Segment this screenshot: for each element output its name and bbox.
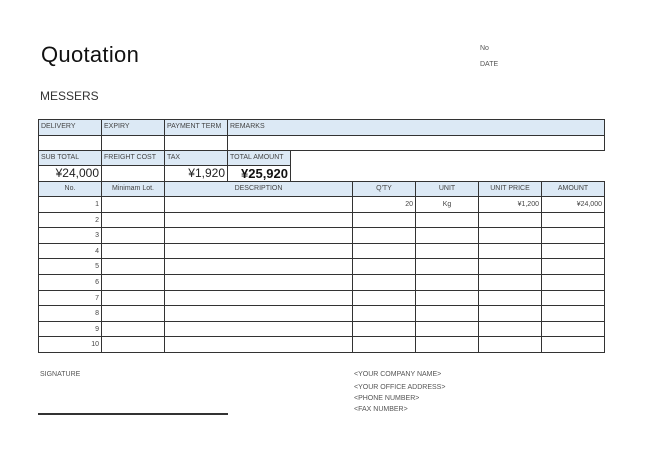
cell-description[interactable]	[164, 290, 353, 307]
cell-min-lot[interactable]	[101, 196, 165, 213]
cell-min-lot[interactable]	[101, 274, 165, 291]
cell-unit-price[interactable]	[478, 227, 542, 244]
cell-description[interactable]	[164, 305, 353, 322]
phone-number: <PHONE NUMBER>	[354, 395, 420, 402]
cell-unit-price[interactable]	[478, 274, 542, 291]
delivery-header: DELIVERY	[38, 119, 102, 136]
col-header-no: No.	[38, 181, 102, 197]
recipient-label: MESSERS	[40, 89, 99, 103]
col-header-qty: Q'TY	[352, 181, 416, 197]
cell-min-lot[interactable]	[101, 321, 165, 338]
cell-description[interactable]	[164, 196, 353, 213]
signature-label: SIGNATURE	[40, 371, 81, 378]
cell-unit[interactable]	[415, 212, 479, 229]
remarks-header: REMARKS	[227, 119, 605, 136]
cell-description[interactable]	[164, 227, 353, 244]
cell-description[interactable]	[164, 321, 353, 338]
cell-unit[interactable]	[415, 258, 479, 275]
cell-no: 6	[38, 274, 102, 291]
cell-unit[interactable]	[415, 274, 479, 291]
total-amount-header: TOTAL AMOUNT	[227, 150, 291, 166]
cell-description[interactable]	[164, 258, 353, 275]
cell-unit-price[interactable]	[478, 321, 542, 338]
cell-min-lot[interactable]	[101, 305, 165, 322]
cell-amount: ¥24,000	[541, 196, 605, 213]
cell-description[interactable]	[164, 212, 353, 229]
sub-total-value: ¥24,000	[38, 165, 102, 182]
cell-no: 5	[38, 258, 102, 275]
cell-description[interactable]	[164, 336, 353, 353]
cell-qty[interactable]	[352, 290, 416, 307]
cell-no: 8	[38, 305, 102, 322]
cell-unit-price[interactable]	[478, 305, 542, 322]
cell-amount	[541, 290, 605, 307]
cell-no: 3	[38, 227, 102, 244]
cell-unit-price[interactable]	[478, 243, 542, 260]
cell-amount	[541, 321, 605, 338]
cell-no: 1	[38, 196, 102, 213]
expiry-header: EXPIRY	[101, 119, 165, 136]
cell-amount	[541, 227, 605, 244]
tax-header: TAX	[164, 150, 228, 166]
quote-number-label: No	[480, 45, 489, 52]
payment-term-header: PAYMENT TERM	[164, 119, 228, 136]
office-address: <YOUR OFFICE ADDRESS>	[354, 384, 446, 391]
expiry-field[interactable]	[101, 135, 165, 151]
cell-unit[interactable]	[415, 243, 479, 260]
col-header-min-lot: Minimam Lot.	[101, 181, 165, 197]
cell-min-lot[interactable]	[101, 212, 165, 229]
cell-qty[interactable]	[352, 258, 416, 275]
cell-unit[interactable]: Kg	[415, 196, 479, 213]
sub-total-header: SUB TOTAL	[38, 150, 102, 166]
total-amount-value: ¥25,920	[227, 165, 291, 182]
cell-no: 7	[38, 290, 102, 307]
cell-unit[interactable]	[415, 336, 479, 353]
fax-number: <FAX NUMBER>	[354, 406, 408, 413]
payment-term-field[interactable]	[164, 135, 228, 151]
col-header-amount: AMOUNT	[541, 181, 605, 197]
cell-no: 9	[38, 321, 102, 338]
cell-qty[interactable]	[352, 274, 416, 291]
freight-cost-value[interactable]	[101, 165, 165, 182]
company-name: <YOUR COMPANY NAME>	[354, 371, 442, 378]
cell-no: 2	[38, 212, 102, 229]
cell-description[interactable]	[164, 243, 353, 260]
col-header-unit: UNIT	[415, 181, 479, 197]
cell-no: 10	[38, 336, 102, 353]
cell-unit[interactable]	[415, 290, 479, 307]
cell-amount	[541, 305, 605, 322]
cell-min-lot[interactable]	[101, 290, 165, 307]
cell-unit-price[interactable]	[478, 212, 542, 229]
cell-min-lot[interactable]	[101, 227, 165, 244]
tax-value: ¥1,920	[164, 165, 228, 182]
cell-min-lot[interactable]	[101, 243, 165, 260]
cell-amount	[541, 243, 605, 260]
cell-qty[interactable]	[352, 243, 416, 260]
remarks-field[interactable]	[227, 135, 605, 151]
freight-cost-header: FREIGHT COST	[101, 150, 165, 166]
cell-amount	[541, 336, 605, 353]
cell-unit[interactable]	[415, 321, 479, 338]
cell-unit[interactable]	[415, 227, 479, 244]
col-header-description: DESCRIPTION	[164, 181, 353, 197]
col-header-unit-price: UNIT PRICE	[478, 181, 542, 197]
cell-qty[interactable]	[352, 227, 416, 244]
cell-min-lot[interactable]	[101, 258, 165, 275]
cell-unit-price[interactable]	[478, 290, 542, 307]
cell-qty[interactable]	[352, 305, 416, 322]
page-title: Quotation	[41, 42, 140, 67]
date-label: DATE	[480, 61, 499, 68]
cell-unit-price[interactable]	[478, 258, 542, 275]
cell-qty[interactable]	[352, 212, 416, 229]
cell-min-lot[interactable]	[101, 336, 165, 353]
cell-amount	[541, 274, 605, 291]
cell-unit-price[interactable]: ¥1,200	[478, 196, 542, 213]
cell-amount	[541, 258, 605, 275]
cell-description[interactable]	[164, 274, 353, 291]
cell-unit[interactable]	[415, 305, 479, 322]
cell-amount	[541, 212, 605, 229]
signature-line[interactable]	[38, 413, 228, 415]
cell-unit-price[interactable]	[478, 336, 542, 353]
cell-qty[interactable]	[352, 321, 416, 338]
cell-no: 4	[38, 243, 102, 260]
delivery-field[interactable]	[38, 135, 102, 151]
cell-qty[interactable]	[352, 336, 416, 353]
cell-qty[interactable]: 20	[352, 196, 416, 213]
